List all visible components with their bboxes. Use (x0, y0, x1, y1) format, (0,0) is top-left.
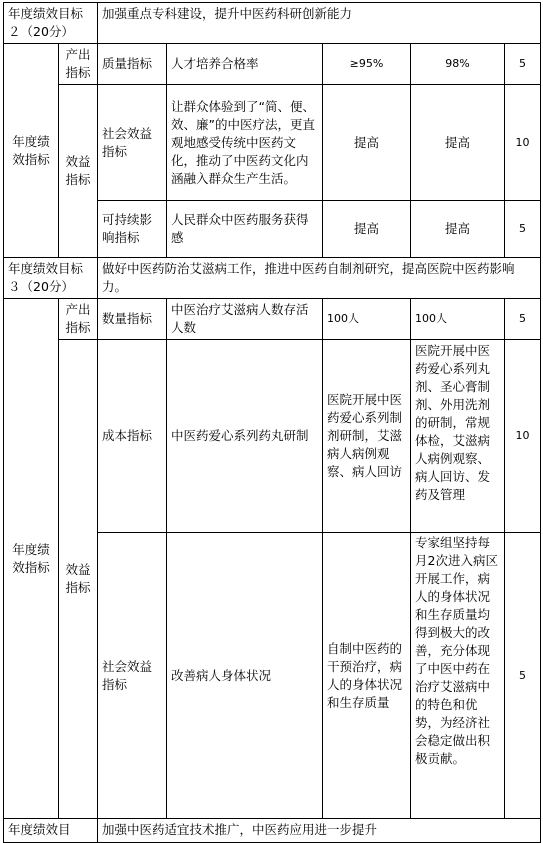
actual-cell: 提高 (411, 85, 505, 201)
indicator-row (4, 299, 541, 340)
goal-text: 加强重点专科建设，提升中医药科研创新能力 (98, 3, 541, 44)
indicator-cell: 人民群众中医药服务获得感 (167, 201, 323, 258)
annual-indicator-label: 年度绩效指标 (4, 299, 59, 819)
subcategory-cell: 社会效益指标 (98, 85, 167, 201)
actual-cell: 医院开展中医药爱心系列丸剂、圣心膏制剂、外用洗剂的研制，常规体检，艾滋病人病例观察、病人回访、发药及管理 (411, 340, 505, 533)
indicator-cell: 人才培养合格率 (167, 44, 323, 85)
subcategory-cell: 数量指标 (98, 299, 167, 340)
indicator-row (4, 85, 541, 201)
score-cell: 5 (505, 201, 541, 258)
goal-text: 加强中医药适宜技术推广，中医药应用进一步提升 (98, 819, 541, 843)
performance-table-container (3, 2, 541, 843)
indicator-cell: 让群众体验到了“简、便、效、廉”的中医疗法，更直观地感受传统中医药文化，推动了中医药文化内涵融入群众生产生活。 (167, 85, 323, 201)
subcategory-cell: 社会效益指标 (98, 533, 167, 819)
goal-row (4, 819, 541, 843)
goal-text: 做好中医药防治艾滋病工作，推进中医药自制剂研究，提高医院中医药影响力。 (98, 258, 541, 299)
goal-row (4, 258, 541, 299)
actual-cell: 98% (411, 44, 505, 85)
performance-indicator-table (3, 2, 541, 843)
goal-label: 年度绩效目标２（20分） (4, 3, 98, 44)
target-cell: 提高 (323, 201, 411, 258)
annual-indicator-label: 年度绩效指标 (4, 44, 59, 258)
target-cell: 医院开展中医药爱心系列制剂研制，艾滋病人病例观察、病人回访 (323, 340, 411, 533)
goal-label: 年度绩效目标３（20分） (4, 258, 98, 299)
target-cell: 100人 (323, 299, 411, 340)
indicator-row (4, 340, 541, 533)
indicator-cell: 中医治疗艾滋病人数存活人数 (167, 299, 323, 340)
score-cell: 10 (505, 340, 541, 533)
actual-cell: 提高 (411, 201, 505, 258)
score-cell: 5 (505, 44, 541, 85)
actual-cell: 100人 (411, 299, 505, 340)
actual-cell: 专家组坚持每月2次进入病区开展工作，病人的身体状况和生存质量均得到极大的改善，充分体现了中医中药在治疗艾滋病中的特色和优势，为经济社会稳定做出积极贡献。 (411, 533, 505, 819)
target-cell: 提高 (323, 85, 411, 201)
indicator-cell: 改善病人身体状况 (167, 533, 323, 819)
score-cell: 10 (505, 85, 541, 201)
benefit-indicator-label: 效益指标 (59, 85, 98, 258)
score-cell: 5 (505, 299, 541, 340)
subcategory-cell: 质量指标 (98, 44, 167, 85)
goal-row (4, 3, 541, 44)
subcategory-cell: 成本指标 (98, 340, 167, 533)
indicator-cell: 中医药爱心系列药丸研制 (167, 340, 323, 533)
benefit-indicator-label: 效益指标 (59, 340, 98, 819)
target-cell: 自制中医药的干预治疗，病人的身体状况和生存质量 (323, 533, 411, 819)
output-indicator-label: 产出指标 (59, 44, 98, 85)
output-indicator-label: 产出指标 (59, 299, 98, 340)
indicator-row (4, 44, 541, 85)
goal-label: 年度绩效目 (4, 819, 98, 843)
score-cell: 5 (505, 533, 541, 819)
subcategory-cell: 可持续影响指标 (98, 201, 167, 258)
target-cell: ≥95% (323, 44, 411, 85)
